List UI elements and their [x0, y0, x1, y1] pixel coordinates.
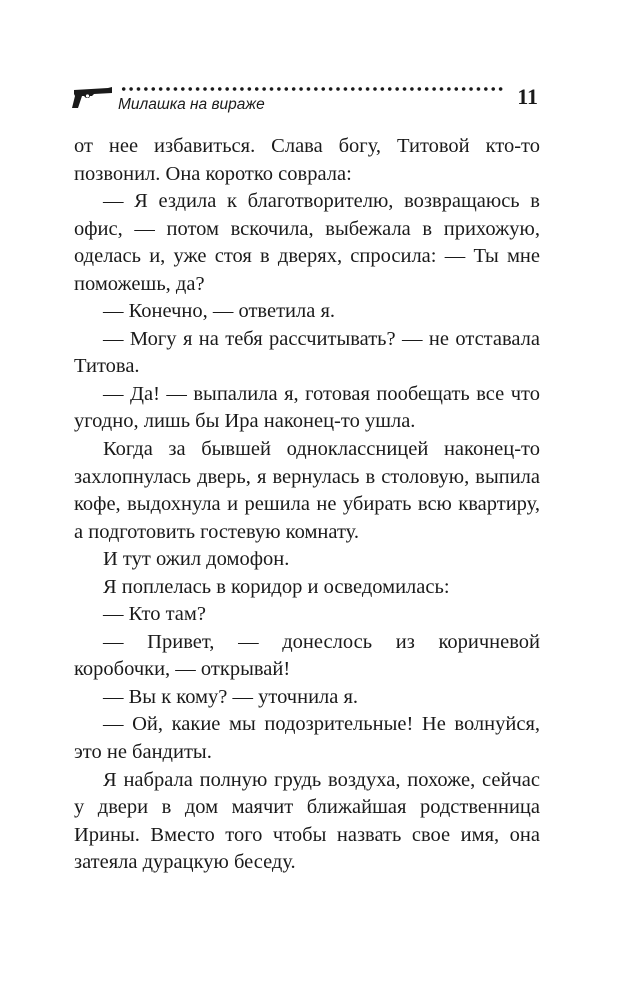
paragraph: от нее избавиться. Слава богу, Титовой кто-то позвонил. Она коротко соврала: — [74, 135, 540, 185]
running-title: Милашка на вираже — [118, 96, 265, 113]
paragraph: — Могу я на тебя рассчитывать? — не отставала Титова. — [74, 327, 540, 378]
page-number: 11 — [517, 84, 538, 109]
paragraph: Я набрала полную грудь воздуха, похоже, сейчас у двери в дом маячит ближайшая родственница Ирины. Вместо того чтобы назвать свое имя, она затеяла дурацкую беседу. — [74, 768, 540, 874]
paragraph: — Конечно, — ответила я. — [103, 300, 336, 323]
paragraph: Я поплелась в коридор и осведомилась: — [103, 575, 450, 598]
paragraph: Когда за бывшей одноклассницей наконец-то захлопнулась дверь, я вернулась в столовую, выпила кофе, выдохнула и решила не убирать всю квартиру, а подготовить гостевую комнату. — [74, 438, 540, 543]
book-text — [74, 133, 540, 877]
revolver-icon — [72, 84, 114, 110]
paragraph: — Привет, — донеслось из коричневой коробочки, — открывай! — [74, 630, 540, 681]
paragraph: — Да! — выпалила я, готовая пообещать все что угодно, лишь бы Ира наконец-то ушла. — [74, 382, 540, 433]
paragraph: — Кто там? — [103, 603, 206, 626]
paragraph: — Я ездила к благотворителю, возвращаюсь в офис, — потом вскочила, выбежала в прихожую, оделась и, уже стоя в дверях, спросила: — Ты мне поможешь, да? — [74, 190, 540, 295]
paragraph: — Ой, какие мы подозрительные! Не волнуйся, это не бандиты. — [74, 713, 540, 764]
paragraph: — Вы к кому? — уточнила я. — [103, 685, 359, 708]
paragraph: И тут ожил домофон. — [103, 548, 290, 571]
header-dotted-rule — [120, 86, 504, 92]
page-header — [72, 80, 542, 116]
